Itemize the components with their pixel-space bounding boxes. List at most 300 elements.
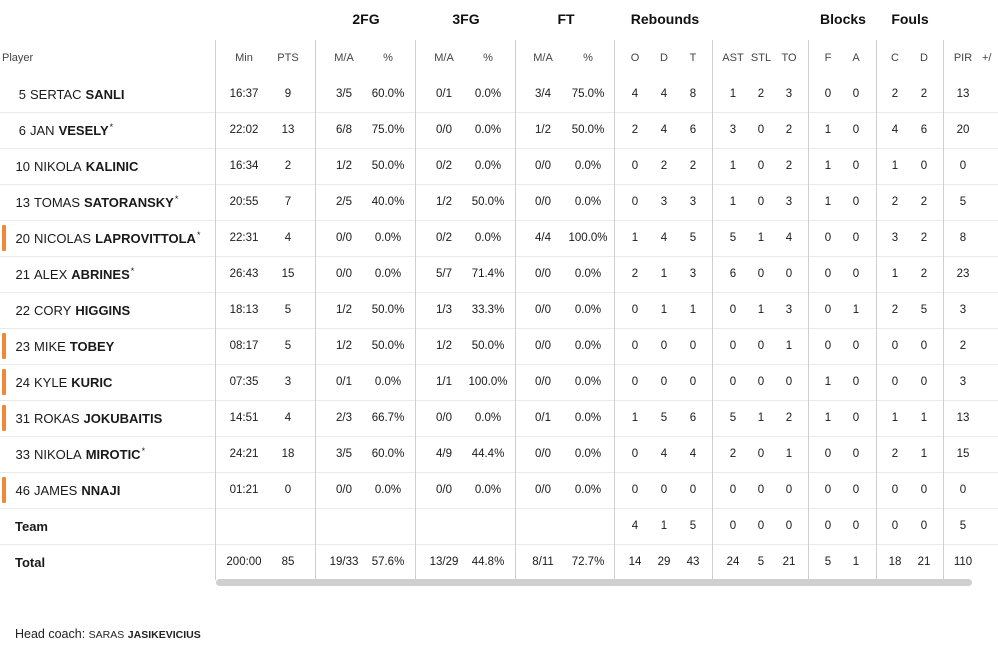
stat-fg2_pct: 50.0% <box>371 304 405 316</box>
stat-fg3_ma: 0/0 <box>436 412 452 424</box>
total-fd: 21 <box>917 556 931 568</box>
stat-o: 0 <box>631 304 639 316</box>
stat-to: 3 <box>785 88 793 100</box>
stat-stl: 0 <box>757 160 765 172</box>
player-number: 24 <box>15 374 30 390</box>
table-row <box>0 292 998 329</box>
stat-to: 3 <box>785 304 793 316</box>
stat-pir: 20 <box>956 124 970 136</box>
stat-stl: 0 <box>757 484 765 496</box>
stat-pts: 5 <box>284 304 292 316</box>
player-first-name: JAN <box>30 122 55 138</box>
stat-pir: 13 <box>956 412 970 424</box>
stat-stl: 2 <box>757 88 765 100</box>
player-name-cell[interactable] <box>0 112 214 148</box>
stat-fg3_ma: 1/1 <box>436 376 452 388</box>
player-number: 22 <box>15 302 30 318</box>
stat-a: 0 <box>852 412 860 424</box>
player-last-name: MIROTIC <box>85 446 141 462</box>
stat-ft_ma: 0/0 <box>535 268 551 280</box>
head-coach-first-name: SARAS <box>88 629 125 641</box>
stat-ft_ma: 0/0 <box>535 376 551 388</box>
col-o: O <box>630 52 640 64</box>
stat-pts: 2 <box>284 160 292 172</box>
total-pir: 110 <box>953 556 973 568</box>
player-number: 21 <box>15 266 30 282</box>
stat-fg2_ma: 1/2 <box>336 160 352 172</box>
stat-ast: 1 <box>729 196 737 208</box>
starter-mark: * <box>109 122 114 132</box>
stat-to: 0 <box>785 484 793 496</box>
stat-fd: 2 <box>920 268 928 280</box>
stat-pts: 4 <box>284 232 292 244</box>
stat-fd: 0 <box>920 376 928 388</box>
stat-pir: 8 <box>959 232 967 244</box>
stat-d: 0 <box>660 376 668 388</box>
stat-ft_pct: 0.0% <box>574 340 602 352</box>
stat-fg2_pct: 50.0% <box>371 160 405 172</box>
stat-fg3_ma: 1/2 <box>436 340 452 352</box>
stat-d: 4 <box>660 448 668 460</box>
stat-t: 2 <box>689 160 697 172</box>
player-last-name: KALINIC <box>85 158 139 174</box>
column-divider <box>876 40 877 580</box>
stat-ast: 5 <box>729 412 737 424</box>
total-a: 1 <box>852 556 860 568</box>
player-first-name: NIKOLA <box>34 446 82 462</box>
stat-pts: 5 <box>284 340 292 352</box>
stat-fd: 2 <box>920 88 928 100</box>
stat-ast: 1 <box>729 160 737 172</box>
stat-t: 0 <box>689 340 697 352</box>
stat-stl: 0 <box>757 448 765 460</box>
stat-o: 1 <box>631 232 639 244</box>
stat-t: 1 <box>689 304 697 316</box>
stat-fg2_ma: 2/5 <box>336 196 352 208</box>
player-last-name: ABRINES <box>71 266 130 282</box>
stat-c: 0 <box>891 340 899 352</box>
stat-fg2_ma: 3/5 <box>336 88 352 100</box>
stat-c: 0 <box>891 376 899 388</box>
stat-ft_pct: 0.0% <box>574 484 602 496</box>
col-ast: AST <box>722 52 744 64</box>
stat-to: 1 <box>785 340 793 352</box>
player-number: 6 <box>18 122 26 138</box>
stat-fg2_pct: 75.0% <box>371 124 405 136</box>
stat-o: 0 <box>631 196 639 208</box>
stat-stl: 0 <box>757 196 765 208</box>
stat-t: 5 <box>689 232 697 244</box>
table-row <box>0 400 998 437</box>
stat-a: 0 <box>852 376 860 388</box>
player-name-cell[interactable] <box>0 328 214 364</box>
total-d: 29 <box>657 556 671 568</box>
head-coach-label: Head coach: <box>15 627 86 641</box>
stat-f: 0 <box>824 484 832 496</box>
col-fouls-d: D <box>920 52 928 64</box>
stat-ast: 5 <box>729 232 737 244</box>
stat-ft_pct: 0.0% <box>574 196 602 208</box>
group-header-row <box>0 0 998 38</box>
stat-fd: 6 <box>920 124 928 136</box>
player-last-name: SATORANSKY <box>84 194 174 210</box>
col-ft-pct: % <box>583 52 593 64</box>
stat-ft_pct: 0.0% <box>574 448 602 460</box>
stat-stl: 0 <box>757 340 765 352</box>
stat-pir: 13 <box>956 88 970 100</box>
stat-t: 6 <box>689 412 697 424</box>
player-first-name: KYLE <box>34 374 68 390</box>
player-number: 13 <box>15 194 30 210</box>
stat-to: 4 <box>785 232 793 244</box>
total-pts: 85 <box>281 556 295 568</box>
stat-fg3_pct: 50.0% <box>471 340 505 352</box>
stat-t: 0 <box>689 484 697 496</box>
stat-fd: 2 <box>920 232 928 244</box>
stat-fg3_pct: 0.0% <box>474 88 502 100</box>
stat-fg3_ma: 0/2 <box>436 232 452 244</box>
player-last-name: HIGGINS <box>75 302 131 318</box>
stat-pts: 3 <box>284 376 292 388</box>
stat-d: 4 <box>660 88 668 100</box>
stat-ast: 2 <box>729 448 737 460</box>
player-name-cell[interactable] <box>0 472 214 508</box>
stat-ft_pct: 0.0% <box>574 268 602 280</box>
total-c: 18 <box>888 556 902 568</box>
column-header-row <box>0 40 998 76</box>
stat-f: 1 <box>824 196 832 208</box>
col-player: Player <box>2 52 34 64</box>
group-rebounds: Rebounds <box>630 11 700 27</box>
stat-min: 08:17 <box>229 340 259 352</box>
stat-o: 2 <box>631 124 639 136</box>
stat-stl: 0 <box>757 124 765 136</box>
stat-fg3_ma: 0/0 <box>436 484 452 496</box>
stat-ft_pct: 100.0% <box>568 232 608 244</box>
stat-min: 20:55 <box>229 196 259 208</box>
column-divider <box>515 40 516 580</box>
stat-to: 0 <box>785 268 793 280</box>
team-label: Team <box>15 518 48 534</box>
stat-f: 0 <box>824 340 832 352</box>
stat-fd: 0 <box>920 160 928 172</box>
col-min: Min <box>235 52 253 64</box>
stat-pir: 23 <box>956 268 970 280</box>
player-name-cell[interactable] <box>0 148 214 184</box>
stat-pts: 15 <box>281 268 295 280</box>
player-last-name: LAPROVITTOLA <box>95 230 196 246</box>
total-stl: 5 <box>757 556 765 568</box>
stat-pts: 4 <box>284 412 292 424</box>
player-first-name: NICOLAS <box>34 230 92 246</box>
stat-a: 0 <box>852 448 860 460</box>
team-ast: 0 <box>729 520 737 532</box>
table-row <box>0 148 998 185</box>
stat-a: 0 <box>852 340 860 352</box>
team-pir: 5 <box>959 520 967 532</box>
stat-fd: 0 <box>920 484 928 496</box>
player-number: 20 <box>15 230 30 246</box>
column-divider <box>415 40 416 580</box>
head-coach <box>15 627 201 641</box>
stat-ast: 3 <box>729 124 737 136</box>
stat-ast: 0 <box>729 340 737 352</box>
stat-min: 07:35 <box>229 376 259 388</box>
stat-c: 2 <box>891 196 899 208</box>
stat-ft_ma: 0/0 <box>535 304 551 316</box>
team-o: 4 <box>631 520 639 532</box>
stat-d: 1 <box>660 304 668 316</box>
stat-fg2_ma: 1/2 <box>336 304 352 316</box>
col-d: D <box>660 52 668 64</box>
column-divider <box>614 40 615 580</box>
starter-mark: * <box>196 230 201 240</box>
team-stl: 0 <box>757 520 765 532</box>
player-first-name: CORY <box>34 302 72 318</box>
stat-pts: 18 <box>281 448 295 460</box>
stat-to: 0 <box>785 376 793 388</box>
stat-stl: 0 <box>757 376 765 388</box>
stat-fg3_ma: 0/1 <box>436 88 452 100</box>
stat-t: 6 <box>689 124 697 136</box>
total-o: 14 <box>628 556 642 568</box>
stat-a: 0 <box>852 196 860 208</box>
stat-a: 0 <box>852 268 860 280</box>
stat-fg2_pct: 66.7% <box>371 412 405 424</box>
col-3fg-pct: % <box>483 52 493 64</box>
stat-f: 0 <box>824 88 832 100</box>
stat-fg2_ma: 0/0 <box>336 232 352 244</box>
stat-stl: 1 <box>757 412 765 424</box>
stat-t: 0 <box>689 376 697 388</box>
total-3fg-ma: 13/29 <box>429 556 459 568</box>
total-row <box>0 544 998 580</box>
stat-fg2_pct: 50.0% <box>371 340 405 352</box>
column-divider <box>712 40 713 580</box>
stat-fg3_pct: 0.0% <box>474 412 502 424</box>
stat-ft_ma: 0/0 <box>535 448 551 460</box>
stat-f: 1 <box>824 412 832 424</box>
stat-c: 2 <box>891 304 899 316</box>
stat-min: 22:02 <box>229 124 259 136</box>
group-3fg: 3FG <box>452 11 480 27</box>
table-row <box>0 364 998 401</box>
head-coach-last-name: JASIKEVICIUS <box>127 629 201 641</box>
player-first-name: TOMAS <box>34 194 80 210</box>
player-name-cell[interactable] <box>0 184 214 220</box>
stat-fg3_pct: 44.4% <box>471 448 505 460</box>
player-last-name: TOBEY <box>69 338 115 354</box>
stat-o: 0 <box>631 376 639 388</box>
stat-min: 16:37 <box>229 88 259 100</box>
stat-d: 1 <box>660 268 668 280</box>
player-name-cell[interactable] <box>0 436 214 472</box>
col-ft-ma: M/A <box>533 52 553 64</box>
stat-t: 3 <box>689 196 697 208</box>
stat-ast: 6 <box>729 268 737 280</box>
player-last-name: VESELY <box>58 122 109 138</box>
stat-stl: 1 <box>757 232 765 244</box>
total-2fg-pct: 57.6% <box>371 556 405 568</box>
stat-ft_pct: 0.0% <box>574 304 602 316</box>
stat-o: 0 <box>631 340 639 352</box>
player-number: 23 <box>15 338 30 354</box>
stat-fd: 1 <box>920 448 928 460</box>
player-name-cell[interactable] <box>0 256 214 292</box>
stat-stl: 0 <box>757 268 765 280</box>
stat-fg2_ma: 0/0 <box>336 268 352 280</box>
stat-c: 0 <box>891 484 899 496</box>
stat-pts: 9 <box>284 88 292 100</box>
horizontal-scrollbar[interactable] <box>216 579 972 586</box>
col-3fg-ma: M/A <box>434 52 454 64</box>
stat-fg2_pct: 0.0% <box>374 232 402 244</box>
stat-fg2_ma: 1/2 <box>336 340 352 352</box>
stat-ast: 0 <box>729 484 737 496</box>
stat-ft_pct: 0.0% <box>574 412 602 424</box>
total-ast: 24 <box>726 556 740 568</box>
team-fd: 0 <box>920 520 928 532</box>
stat-fg2_ma: 0/0 <box>336 484 352 496</box>
player-name-cell[interactable] <box>0 76 214 112</box>
player-last-name: SANLI <box>85 86 125 102</box>
stat-fg2_ma: 6/8 <box>336 124 352 136</box>
stat-fg2_ma: 0/1 <box>336 376 352 388</box>
stat-o: 0 <box>631 484 639 496</box>
stat-fg3_ma: 0/0 <box>436 124 452 136</box>
stat-c: 2 <box>891 448 899 460</box>
stat-min: 26:43 <box>229 268 259 280</box>
stat-fg2_ma: 2/3 <box>336 412 352 424</box>
stat-fg3_pct: 50.0% <box>471 196 505 208</box>
total-label: Total <box>15 554 46 570</box>
group-fouls: Fouls <box>891 11 929 27</box>
stat-fg2_pct: 0.0% <box>374 268 402 280</box>
stat-to: 2 <box>785 160 793 172</box>
total-2fg-ma: 19/33 <box>329 556 359 568</box>
col-2fg-ma: M/A <box>334 52 354 64</box>
stat-fg3_pct: 0.0% <box>474 124 502 136</box>
stat-fg3_ma: 1/3 <box>436 304 452 316</box>
stat-t: 8 <box>689 88 697 100</box>
stat-ft_ma: 0/1 <box>535 412 551 424</box>
stat-ast: 0 <box>729 376 737 388</box>
group-2fg: 2FG <box>352 11 380 27</box>
team-t: 5 <box>689 520 697 532</box>
stat-c: 1 <box>891 160 899 172</box>
stat-ast: 0 <box>729 304 737 316</box>
stat-a: 0 <box>852 88 860 100</box>
team-to: 0 <box>785 520 793 532</box>
total-f: 5 <box>824 556 832 568</box>
stat-f: 0 <box>824 448 832 460</box>
stat-f: 1 <box>824 160 832 172</box>
stat-a: 1 <box>852 304 860 316</box>
stat-c: 4 <box>891 124 899 136</box>
total-to: 21 <box>782 556 796 568</box>
stat-c: 1 <box>891 412 899 424</box>
player-last-name: NNAJI <box>81 482 121 498</box>
player-name-cell[interactable] <box>0 400 214 436</box>
stat-t: 4 <box>689 448 697 460</box>
player-first-name: ALEX <box>34 266 68 282</box>
column-divider <box>808 40 809 580</box>
stat-fd: 1 <box>920 412 928 424</box>
stat-to: 2 <box>785 124 793 136</box>
stat-c: 2 <box>891 88 899 100</box>
player-last-name: JOKUBAITIS <box>83 410 163 426</box>
stat-ft_ma: 3/4 <box>535 88 551 100</box>
stat-ast: 1 <box>729 88 737 100</box>
table-row <box>0 76 998 113</box>
stat-d: 5 <box>660 412 668 424</box>
player-name-cell[interactable] <box>0 220 214 256</box>
stat-a: 0 <box>852 232 860 244</box>
col-plus-minus: +/ <box>982 52 992 64</box>
stat-ft_pct: 75.0% <box>571 88 605 100</box>
stat-o: 4 <box>631 88 639 100</box>
stat-o: 2 <box>631 268 639 280</box>
stat-fg3_pct: 33.3% <box>471 304 505 316</box>
column-divider <box>943 40 944 580</box>
stat-min: 18:13 <box>229 304 259 316</box>
stat-pts: 0 <box>284 484 292 496</box>
stat-fg2_pct: 0.0% <box>374 484 402 496</box>
stat-o: 0 <box>631 160 639 172</box>
table-row <box>0 328 998 365</box>
stat-ft_pct: 0.0% <box>574 160 602 172</box>
player-first-name: NIKOLA <box>34 158 82 174</box>
stat-min: 22:31 <box>229 232 259 244</box>
stat-ft_ma: 4/4 <box>535 232 551 244</box>
stat-min: 24:21 <box>229 448 259 460</box>
column-divider <box>315 40 316 580</box>
stat-fd: 2 <box>920 196 928 208</box>
col-pir: PIR <box>953 52 973 64</box>
stat-fg3_pct: 0.0% <box>474 232 502 244</box>
team-a: 0 <box>852 520 860 532</box>
group-ft: FT <box>557 11 575 27</box>
stat-to: 3 <box>785 196 793 208</box>
player-number: 33 <box>15 446 30 462</box>
stat-pir: 3 <box>959 376 967 388</box>
stat-fg3_ma: 4/9 <box>436 448 452 460</box>
team-f: 0 <box>824 520 832 532</box>
stat-fg3_pct: 100.0% <box>468 376 508 388</box>
stat-fd: 0 <box>920 340 928 352</box>
player-first-name: ROKAS <box>34 410 80 426</box>
col-blocks-a: A <box>852 52 860 64</box>
player-number: 10 <box>15 158 30 174</box>
stat-pts: 7 <box>284 196 292 208</box>
player-name-cell[interactable] <box>0 292 214 328</box>
stat-to: 1 <box>785 448 793 460</box>
col-t: T <box>689 52 697 64</box>
player-number: 5 <box>18 86 26 102</box>
col-stl: STL <box>750 52 772 64</box>
stat-ft_ma: 0/0 <box>535 484 551 496</box>
player-name-cell[interactable] <box>0 364 214 400</box>
stat-ft_ma: 1/2 <box>535 124 551 136</box>
stat-c: 3 <box>891 232 899 244</box>
total-ft-ma: 8/11 <box>532 556 554 568</box>
stat-fg2_pct: 40.0% <box>371 196 405 208</box>
table-row <box>0 220 998 257</box>
stat-o: 0 <box>631 448 639 460</box>
table-row <box>0 184 998 221</box>
stat-fg2_pct: 0.0% <box>374 376 402 388</box>
player-number: 31 <box>15 410 30 426</box>
